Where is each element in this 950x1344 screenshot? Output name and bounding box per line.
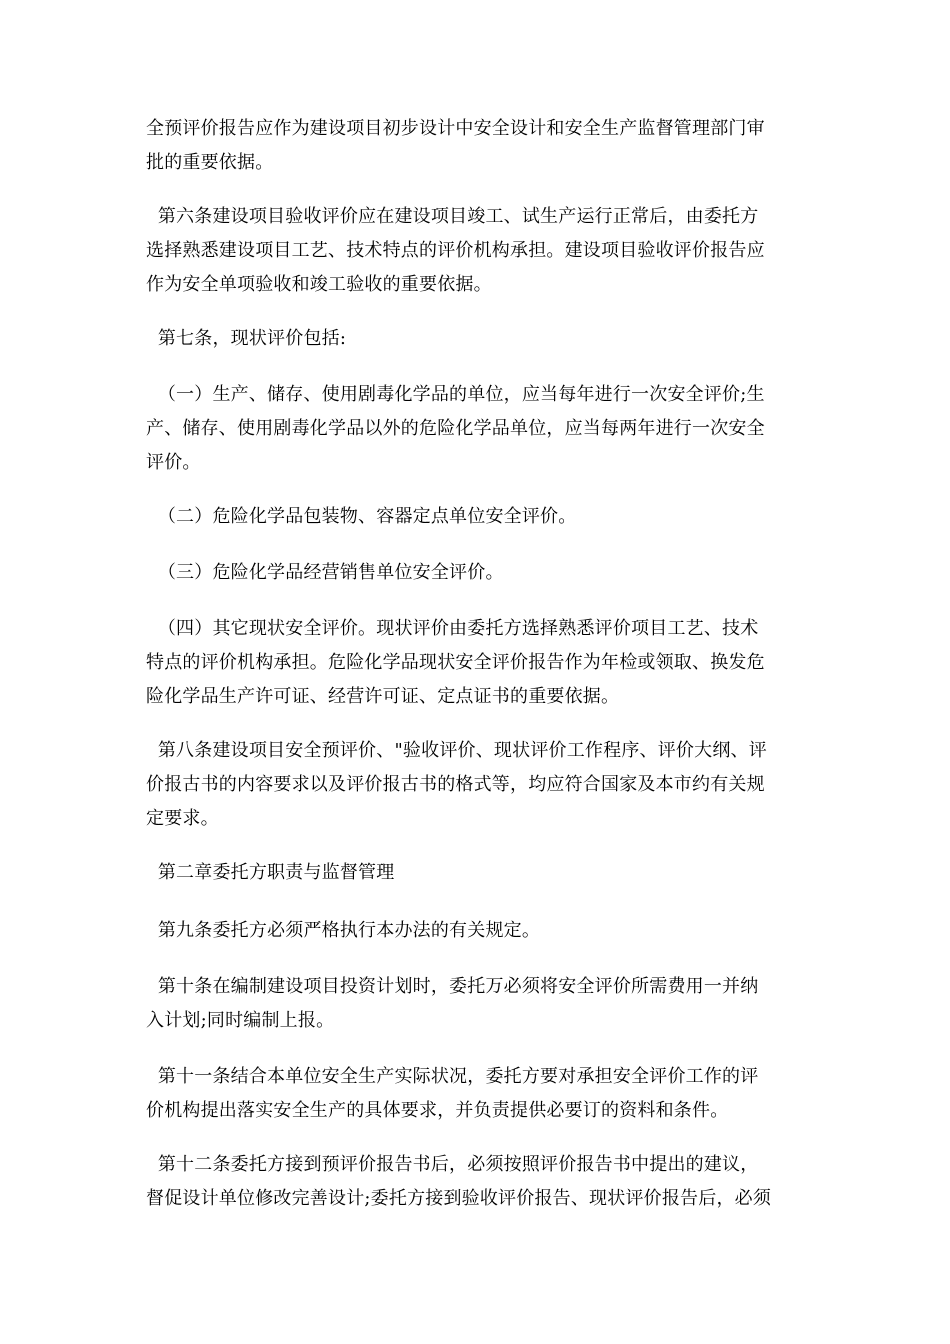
text-line: （二）危险化学品包装物、容器定点单位安全评价。 [146, 506, 577, 527]
text-line: 第十二条委托方接到预评价报告书后，必须按照评价报告书中提出的建议， [146, 1154, 759, 1175]
text-line: 特点的评价机构承担。危险化学品现状安全评价报告作为年检或领取、换发危 [146, 652, 765, 673]
text-line: （一）生产、储存、使用剧毒化学品的单位，应当每年进行一次安全评价;生 [146, 384, 765, 405]
text-line: 第七条，现状评价包括: [146, 328, 347, 349]
text-line: 批的重要依据。 [146, 152, 274, 173]
text-line: 第九条委托方必须严格执行本办法的有关规定。 [146, 920, 541, 941]
paragraph-item-1 [146, 378, 806, 480]
text-line: 作为安全单项验收和竣工验收的重要依据。 [146, 274, 492, 295]
paragraph-article-8 [146, 734, 806, 836]
paragraph-preassessment-basis [146, 112, 806, 180]
text-line: 产、储存、使用剧毒化学品以外的危险化学品单位，应当每两年进行一次安全 [146, 418, 765, 439]
text-line: 选择熟悉建设项目工艺、技术特点的评价机构承担。建设项目验收评价报告应 [146, 240, 765, 261]
text-line: 督促设计单位修改完善设计;委托方接到验收评价报告、现状评价报告后，必须 [146, 1188, 772, 1209]
paragraph-item-2 [146, 500, 806, 534]
text-line: 第八条建设项目安全预评价、"验收评价、现状评价工作程序、评价大纲、评 [146, 740, 767, 761]
paragraph-item-3 [146, 556, 806, 590]
paragraph-article-7 [146, 322, 806, 356]
text-line: 入计划;同时编制上报。 [146, 1010, 335, 1031]
text-line: 第十条在编制建设项目投资计划时，委托万必须将安全评价所需费用一并纳 [146, 976, 759, 997]
text-line: 评价。 [146, 452, 201, 473]
paragraph-article-10 [146, 970, 806, 1038]
text-line: 价报古书的内容要求以及评价报古书的格式等，均应符合国家及本市约有关规 [146, 774, 765, 795]
paragraph-article-9 [146, 914, 806, 948]
paragraph-item-4 [146, 612, 806, 714]
chapter-2-heading [146, 856, 806, 890]
text-line: 第十一条结合本单位安全生产实际状况，委托方要对承担安全评价工作的评 [146, 1066, 759, 1087]
text-line: 定要求。 [146, 808, 219, 829]
paragraph-article-11 [146, 1060, 806, 1128]
paragraph-article-12 [146, 1148, 806, 1216]
text-line: （四）其它现状安全评价。现状评价由委托方选择熟悉评价项目工艺、技术 [146, 618, 759, 639]
text-line: （三）危险化学品经营销售单位安全评价。 [146, 562, 504, 583]
text-line: 险化学品生产许可证、经营许可证、定点证书的重要依据。 [146, 686, 620, 707]
paragraph-article-6 [146, 200, 806, 302]
text-line: 价机构提出落实安全生产的具体要求，并负责提供必要订的资料和条件。 [146, 1100, 729, 1121]
text-line: 第六条建设项目验收评价应在建设项目竣工、试生产运行正常后，由委托方 [146, 206, 759, 227]
text-line: 全预评价报告应作为建设项目初步设计中安全设计和安全生产监督管理部门审 [146, 118, 765, 139]
text-line: 第二章委托方职责与监督管理 [146, 862, 395, 883]
